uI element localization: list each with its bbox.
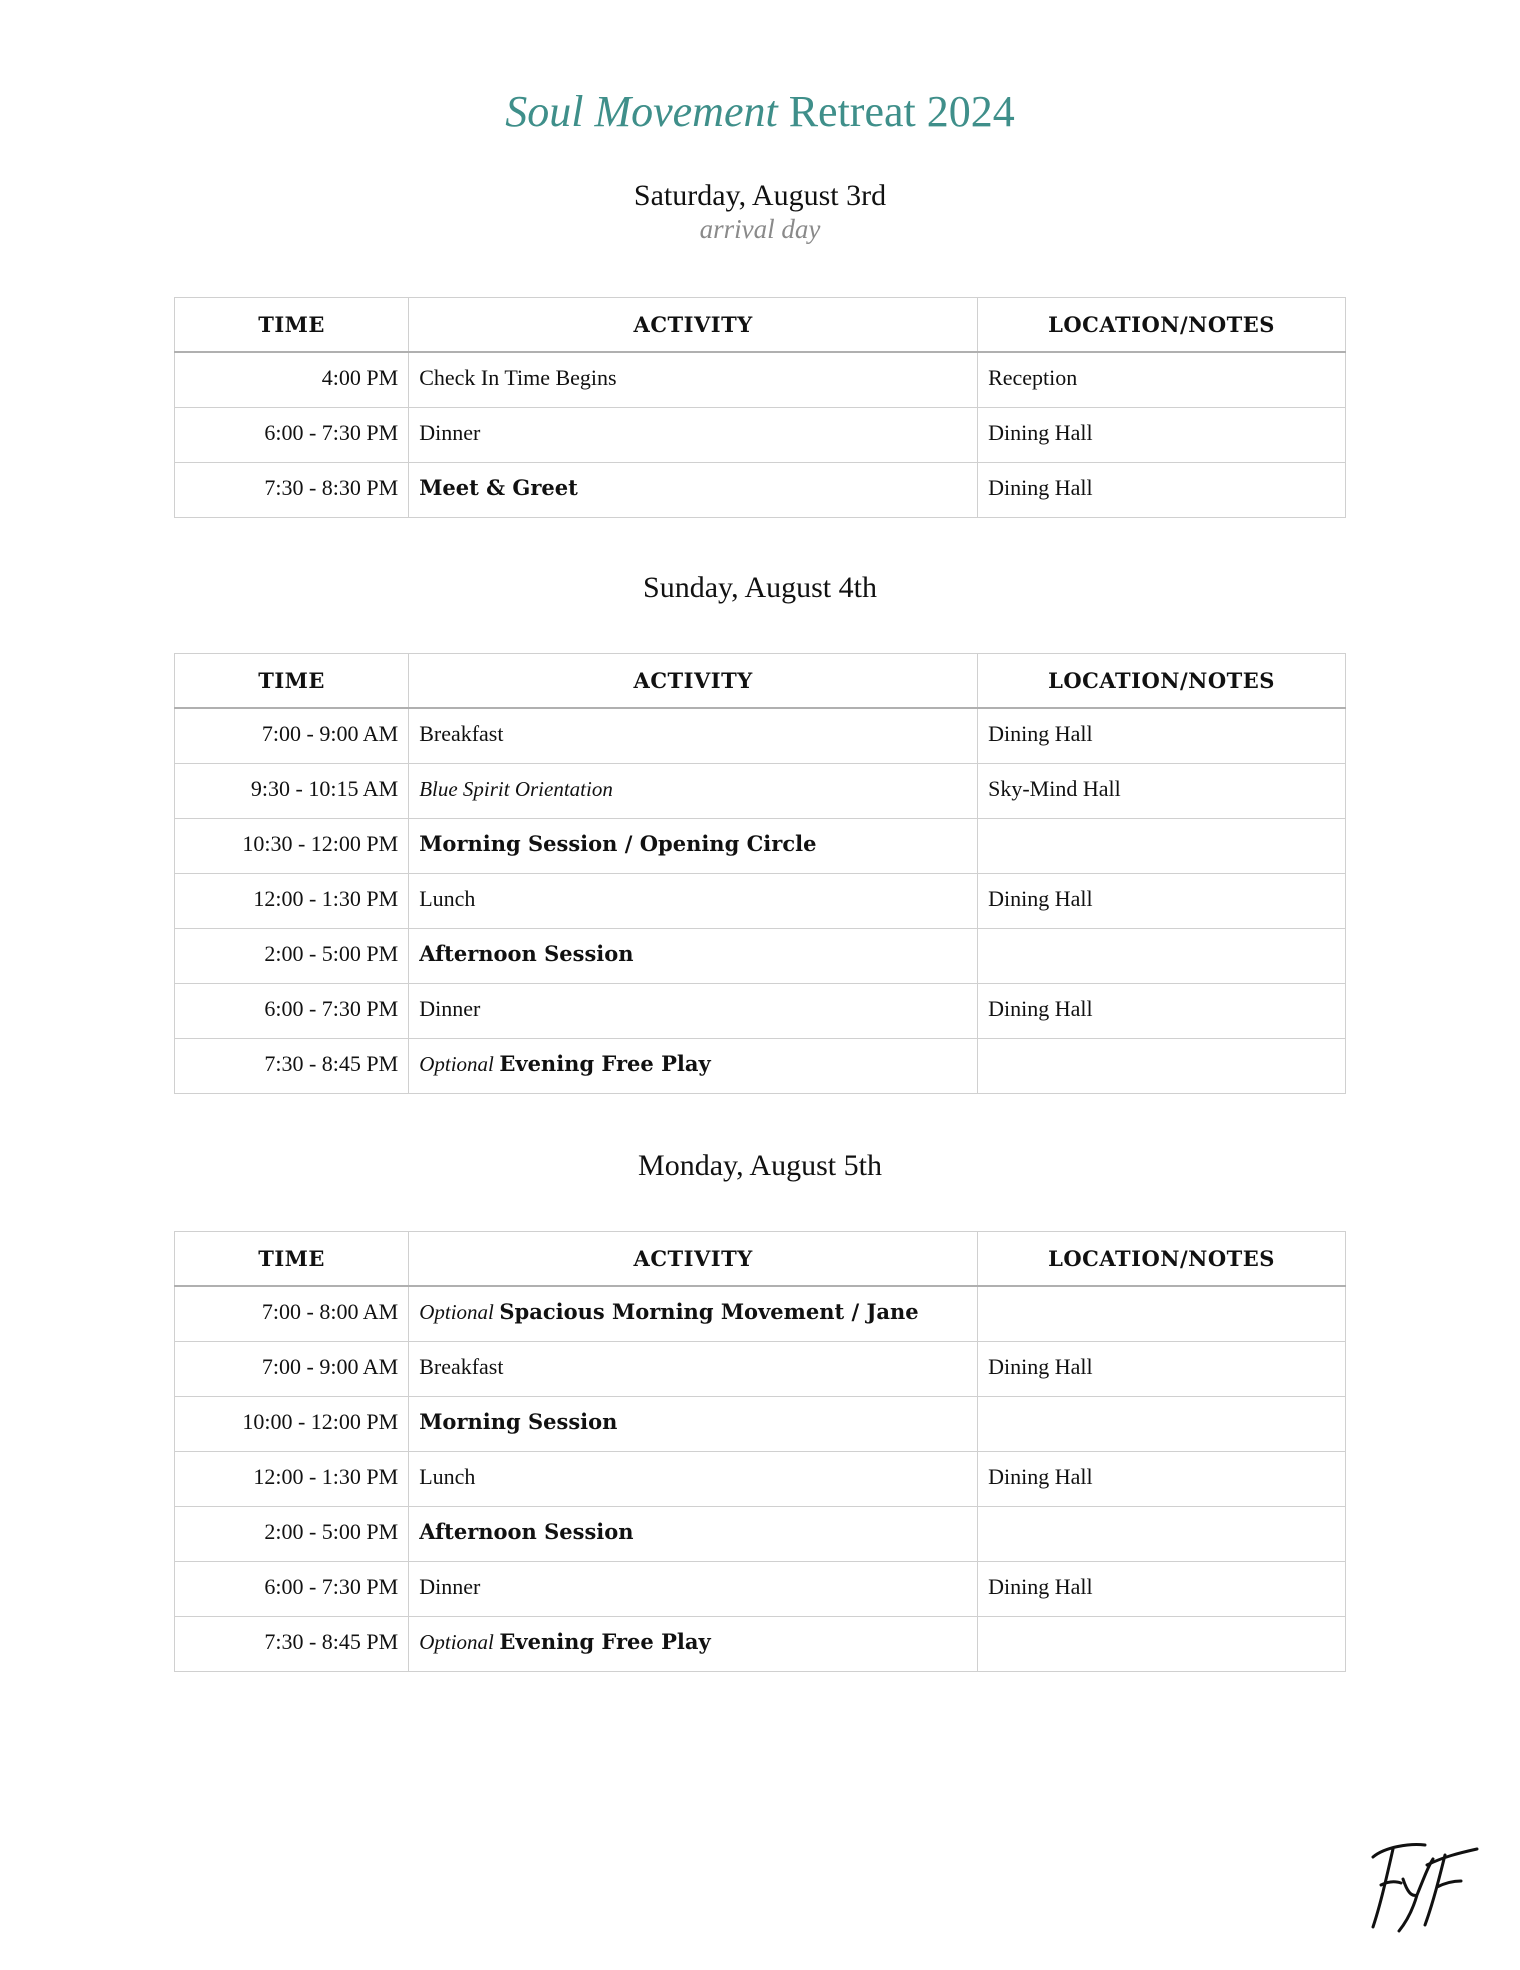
page-title xyxy=(0,82,1520,142)
header-activity: ACTIVITY xyxy=(409,1232,978,1287)
activity-cell xyxy=(409,1507,978,1562)
table-header-row xyxy=(175,654,1346,709)
activity-cell xyxy=(409,1286,978,1342)
location-cell: Dining Hall xyxy=(978,1452,1346,1507)
location-cell: Dining Hall xyxy=(978,708,1346,764)
time-cell: 7:00 - 9:00 AM xyxy=(175,1342,409,1397)
header-location: LOCATION/NOTES xyxy=(978,298,1346,353)
activity-label: Dinner xyxy=(419,420,481,445)
time-cell: 9:30 - 10:15 AM xyxy=(175,764,409,819)
title-rest: Retreat 2024 xyxy=(788,87,1015,136)
table-row xyxy=(175,929,1346,984)
header-location: LOCATION/NOTES xyxy=(978,1232,1346,1287)
location-cell: Dining Hall xyxy=(978,408,1346,463)
optional-prefix: Optional xyxy=(419,1630,494,1654)
activity-cell xyxy=(409,929,978,984)
table-row xyxy=(175,1452,1346,1507)
time-cell: 6:00 - 7:30 PM xyxy=(175,984,409,1039)
day-subtitle: arrival day xyxy=(699,214,821,244)
header-location: LOCATION/NOTES xyxy=(978,654,1346,709)
location-cell xyxy=(978,1617,1346,1672)
location-cell: Dining Hall xyxy=(978,874,1346,929)
day-heading: Monday, August 5th xyxy=(638,1149,882,1182)
activity-label: Lunch xyxy=(419,886,476,911)
table-row xyxy=(175,1039,1346,1094)
table-row xyxy=(175,352,1346,408)
activity-cell xyxy=(409,1039,978,1094)
activity-label: Evening Free Play xyxy=(499,1051,711,1076)
activity-cell xyxy=(409,874,978,929)
time-cell: 7:30 - 8:30 PM xyxy=(175,463,409,518)
location-cell: Reception xyxy=(978,352,1346,408)
table-row xyxy=(175,1507,1346,1562)
table-row xyxy=(175,819,1346,874)
table-body xyxy=(175,1286,1346,1672)
location-cell xyxy=(978,929,1346,984)
table-body xyxy=(175,352,1346,518)
schedule-table-saturday xyxy=(174,297,1346,518)
location-cell: Sky-Mind Hall xyxy=(978,764,1346,819)
activity-label: Breakfast xyxy=(419,721,504,746)
optional-prefix: Optional xyxy=(419,1300,494,1324)
time-cell: 2:00 - 5:00 PM xyxy=(175,1507,409,1562)
activity-cell xyxy=(409,1397,978,1452)
header-time: TIME xyxy=(175,298,409,353)
activity-label: Afternoon Session xyxy=(419,941,634,966)
table-header-row xyxy=(175,1232,1346,1287)
table-row xyxy=(175,1617,1346,1672)
time-cell: 2:00 - 5:00 PM xyxy=(175,929,409,984)
activity-cell xyxy=(409,408,978,463)
location-cell: Dining Hall xyxy=(978,1562,1346,1617)
table-body xyxy=(175,708,1346,1094)
table-row xyxy=(175,408,1346,463)
activity-label: Lunch xyxy=(419,1464,476,1489)
activity-label: Morning Session xyxy=(419,1409,618,1434)
location-cell: Dining Hall xyxy=(978,984,1346,1039)
activity-label: Evening Free Play xyxy=(499,1629,711,1654)
activity-label: Afternoon Session xyxy=(419,1519,634,1544)
table-row xyxy=(175,1286,1346,1342)
location-cell xyxy=(978,1397,1346,1452)
location-cell xyxy=(978,819,1346,874)
activity-cell xyxy=(409,1617,978,1672)
time-cell: 10:30 - 12:00 PM xyxy=(175,819,409,874)
activity-cell xyxy=(409,764,978,819)
time-cell: 10:00 - 12:00 PM xyxy=(175,1397,409,1452)
activity-cell xyxy=(409,819,978,874)
time-cell: 7:00 - 9:00 AM xyxy=(175,708,409,764)
activity-cell xyxy=(409,352,978,408)
activity-label: Morning Session / Opening Circle xyxy=(419,831,817,856)
activity-cell xyxy=(409,708,978,764)
table-row xyxy=(175,764,1346,819)
header-time: TIME xyxy=(175,654,409,709)
table-row xyxy=(175,874,1346,929)
table-row xyxy=(175,1397,1346,1452)
time-cell: 7:00 - 8:00 AM xyxy=(175,1286,409,1342)
activity-label: Spacious Morning Movement / Jane xyxy=(499,1299,919,1324)
schedule-table-monday xyxy=(174,1231,1346,1672)
location-cell xyxy=(978,1507,1346,1562)
activity-label: Dinner xyxy=(419,1574,481,1599)
schedule-table-sunday xyxy=(174,653,1346,1094)
activity-cell xyxy=(409,463,978,518)
table-row xyxy=(175,1562,1346,1617)
activity-label: Blue Spirit Orientation xyxy=(419,777,613,801)
time-cell: 6:00 - 7:30 PM xyxy=(175,1562,409,1617)
table-row xyxy=(175,708,1346,764)
location-cell xyxy=(978,1286,1346,1342)
header-activity: ACTIVITY xyxy=(409,298,978,353)
table-header-row xyxy=(175,298,1346,353)
day-heading: Saturday, August 3rd xyxy=(633,179,887,212)
location-cell: Dining Hall xyxy=(978,1342,1346,1397)
table-row xyxy=(175,984,1346,1039)
day-heading: Sunday, August 4th xyxy=(643,571,877,604)
activity-cell xyxy=(409,984,978,1039)
activity-label: Check In Time Begins xyxy=(419,365,617,390)
activity-label: Breakfast xyxy=(419,1354,504,1379)
activity-cell xyxy=(409,1562,978,1617)
time-cell: 7:30 - 8:45 PM xyxy=(175,1617,409,1672)
table-row xyxy=(175,463,1346,518)
header-activity: ACTIVITY xyxy=(409,654,978,709)
signature-logo-icon xyxy=(1355,1835,1485,1935)
time-cell: 4:00 PM xyxy=(175,352,409,408)
table-row xyxy=(175,1342,1346,1397)
time-cell: 12:00 - 1:30 PM xyxy=(175,1452,409,1507)
time-cell: 7:30 - 8:45 PM xyxy=(175,1039,409,1094)
title-italic: Soul Movement xyxy=(505,87,778,136)
time-cell: 6:00 - 7:30 PM xyxy=(175,408,409,463)
header-time: TIME xyxy=(175,1232,409,1287)
activity-cell xyxy=(409,1342,978,1397)
activity-cell xyxy=(409,1452,978,1507)
optional-prefix: Optional xyxy=(419,1052,494,1076)
activity-label: Dinner xyxy=(419,996,481,1021)
location-cell xyxy=(978,1039,1346,1094)
activity-label: Meet & Greet xyxy=(419,475,578,500)
location-cell: Dining Hall xyxy=(978,463,1346,518)
time-cell: 12:00 - 1:30 PM xyxy=(175,874,409,929)
